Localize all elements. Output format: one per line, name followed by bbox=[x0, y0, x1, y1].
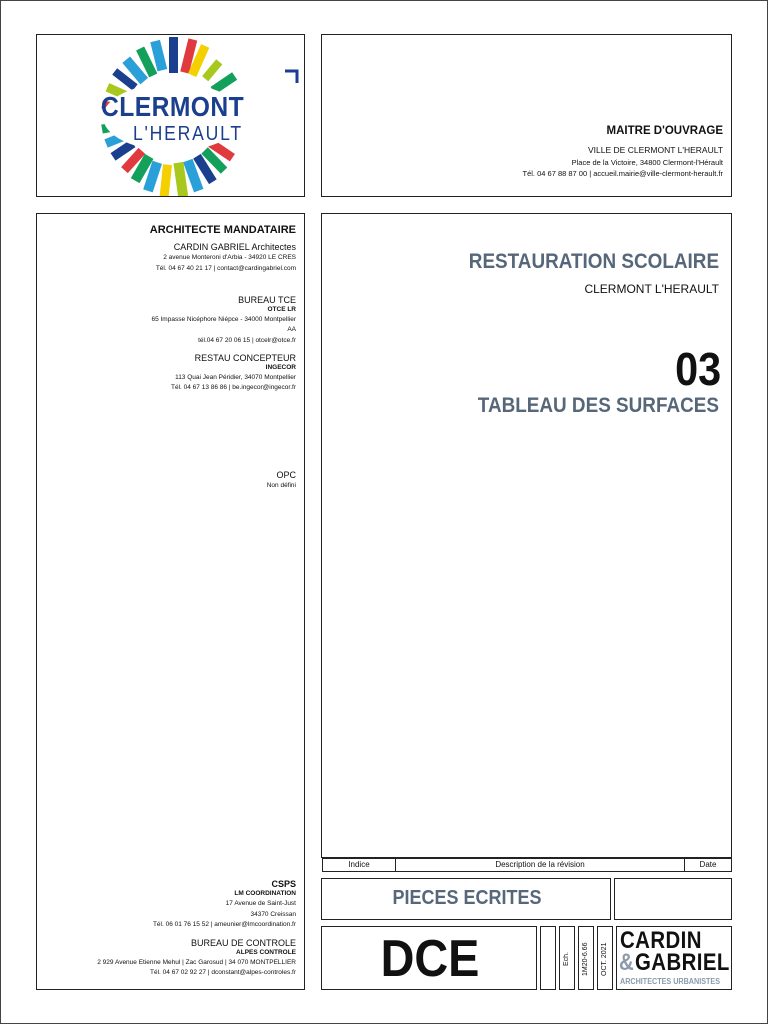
architect-name: CARDIN GABRIEL Architectes bbox=[173, 242, 296, 252]
brand-line1: CARDIN bbox=[620, 927, 702, 954]
logo-box bbox=[36, 34, 305, 197]
bureau-tce-aa: AA bbox=[287, 326, 296, 333]
document-title: TABLEAU DES SURFACES bbox=[477, 394, 719, 417]
pieces-box bbox=[321, 878, 611, 920]
architect-contact: Tél. 04 67 40 21 17 | contact@cardingabriel.com bbox=[155, 265, 296, 272]
project-box bbox=[321, 213, 732, 858]
revision-header bbox=[322, 858, 732, 872]
bureau-tce-contact: tél.04 67 20 06 15 | otcelr@otce.fr bbox=[198, 337, 296, 344]
client-heading: MAITRE D'OUVRAGE bbox=[606, 125, 723, 137]
restau-address: 113 Quai Jean Péridier, 34070 Montpellier bbox=[175, 374, 296, 381]
controle-contact: Tél. 04 67 02 92 27 | dconstant@alpes-controles.fr bbox=[150, 969, 296, 976]
csps-contact: Tél. 06 01 76 15 52 | ameunier@lmcoordination.fr bbox=[152, 921, 296, 928]
date-cell bbox=[597, 926, 613, 990]
ech-cell bbox=[559, 926, 575, 990]
architect-address: 2 avenue Monteroni d'Arbia - 34920 LE CRES bbox=[163, 254, 296, 261]
controle-name: ALPES CONTROLE bbox=[236, 949, 296, 956]
restau-name: INGECOR bbox=[265, 364, 296, 371]
opc-value: Non défini bbox=[266, 482, 296, 489]
csps-address2: 34370 Creissan bbox=[250, 911, 296, 918]
phase-label: DCE bbox=[380, 930, 480, 988]
team-box bbox=[36, 213, 305, 990]
restau-contact: Tél. 04 67 13 86 86 | be.ingecor@ingecor.fr bbox=[170, 384, 296, 391]
blank-cell bbox=[540, 926, 556, 990]
bureau-tce-address: 65 Impasse Nicéphore Niépce - 34000 Montpellier bbox=[151, 316, 296, 323]
bureau-tce-name: OTCE LR bbox=[267, 306, 296, 313]
project-title: RESTAURATION SCOLAIRE bbox=[468, 250, 719, 273]
csps-name: LM COORDINATION bbox=[234, 890, 296, 897]
controle-heading: BUREAU DE CONTROLE bbox=[190, 938, 296, 948]
logo-text-line2: L'HERAULT bbox=[133, 123, 243, 145]
architect-heading: ARCHITECTE MANDATAIRE bbox=[149, 224, 296, 236]
opc-heading: OPC bbox=[276, 470, 296, 480]
date-label: OCT. 2021 bbox=[601, 942, 608, 976]
revision-col-description: Description de la révision bbox=[396, 859, 685, 871]
ref-cell bbox=[578, 926, 594, 990]
bureau-tce-heading: BUREAU TCE bbox=[238, 295, 296, 305]
csps-address1: 17 Avenue de Saint-Just bbox=[225, 900, 296, 907]
brand-line2-row bbox=[619, 951, 746, 975]
blank-box bbox=[614, 878, 732, 920]
project-location: CLERMONT L'HERAULT bbox=[584, 282, 719, 296]
logo-bracket bbox=[285, 71, 297, 83]
ech-label: Ech. bbox=[563, 952, 570, 967]
controle-address: 2 929 Avenue Etienne Mehul | Zac Garosud | 34 070 MONTPELLIER bbox=[97, 959, 296, 966]
client-box bbox=[321, 34, 732, 197]
client-contact: Tél. 04 67 88 87 00 | accueil.mairie@ville-clermont-herault.fr bbox=[522, 169, 723, 178]
logo-text-line1: CLERMONT bbox=[101, 91, 245, 122]
restau-heading: RESTAU CONCEPTEUR bbox=[194, 353, 296, 363]
brand-sub: ARCHITECTES URBANISTES bbox=[620, 977, 721, 986]
document-number: 03 bbox=[674, 343, 721, 395]
client-address: Place de la Victoire, 34800 Clermont-l'Hérault bbox=[571, 158, 723, 167]
brand-box bbox=[616, 926, 732, 990]
brand-ampersand: & bbox=[619, 949, 635, 976]
client-name: VILLE DE CLERMONT L'HERAULT bbox=[588, 145, 723, 155]
brand-line2: GABRIEL bbox=[634, 949, 730, 976]
revision-col-indice: Indice bbox=[323, 859, 396, 871]
ref-label: 1M20-6.66 bbox=[582, 942, 589, 976]
pieces-label: PIECES ECRITES bbox=[392, 887, 542, 909]
csps-heading: CSPS bbox=[271, 879, 296, 889]
revision-col-date: Date bbox=[699, 860, 717, 869]
phase-box bbox=[321, 926, 537, 990]
